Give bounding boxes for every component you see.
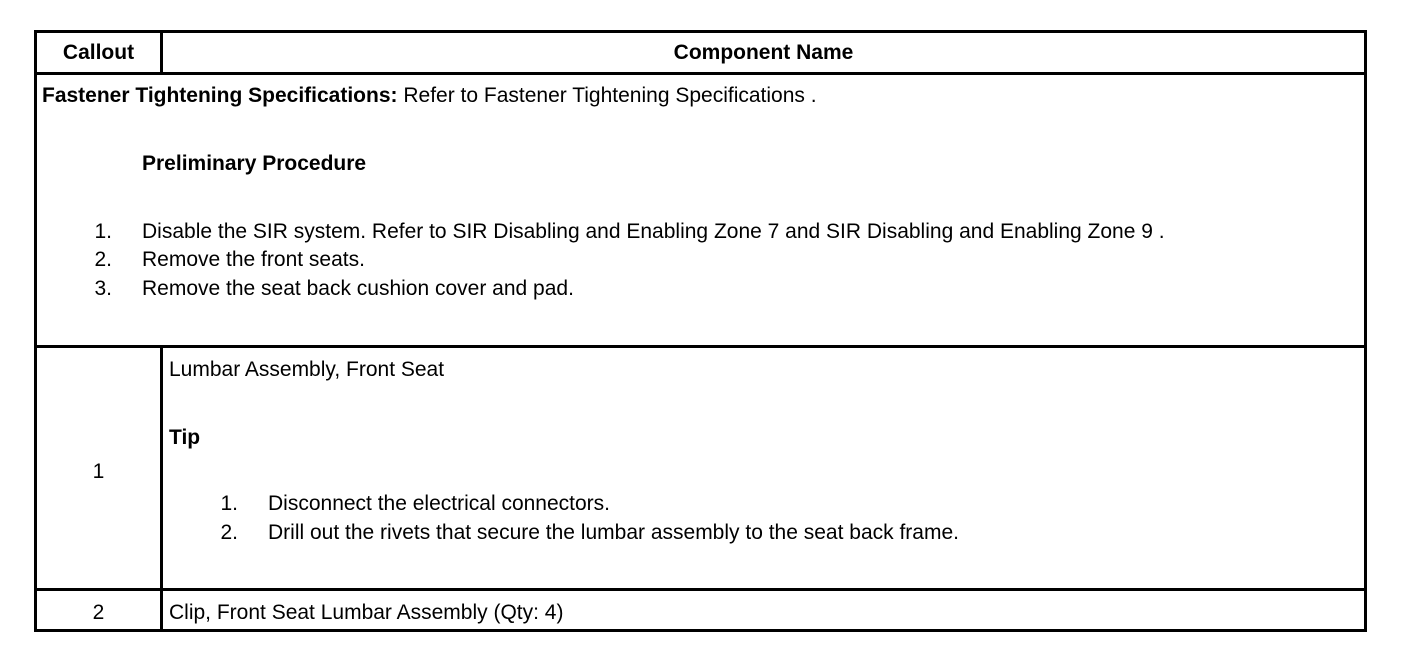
- fastener-spec-label: Fastener Tightening Specifications:: [42, 84, 398, 107]
- step-number: 3.: [94, 277, 112, 300]
- preliminary-divider: [37, 345, 1364, 348]
- tip-step-number: 2.: [220, 521, 238, 544]
- fastener-spec-line: [42, 84, 817, 108]
- tip-step-text: Drill out the rivets that secure the lumbar assembly to the seat back frame.: [268, 521, 959, 544]
- step-text: Disable the SIR system. Refer to SIR Disabling and Enabling Zone 7 and SIR Disabling and Enabling Zone 9 .: [142, 220, 1165, 243]
- step-text: Remove the seat back cushion cover and pad.: [142, 277, 574, 300]
- components-table: [34, 30, 1367, 632]
- header-callout: Callout: [62, 41, 135, 64]
- callout-number: 1: [92, 460, 105, 483]
- row1-divider: [37, 588, 1364, 591]
- component-name: Lumbar Assembly, Front Seat: [169, 358, 445, 381]
- step-number: 2.: [94, 248, 112, 271]
- header-divider: [37, 72, 1364, 75]
- tip-step-number: 1.: [220, 492, 238, 515]
- preliminary-procedure-title: Preliminary Procedure: [142, 152, 367, 175]
- fastener-spec-text: Refer to Fastener Tightening Specifications .: [397, 84, 817, 107]
- body-column-divider: [160, 348, 163, 629]
- header-component-name: Component Name: [673, 41, 854, 64]
- tip-step-text: Disconnect the electrical connectors.: [268, 492, 610, 515]
- step-text: Remove the front seats.: [142, 248, 365, 271]
- tip-title: Tip: [169, 426, 201, 449]
- step-number: 1.: [94, 220, 112, 243]
- callout-number: 2: [92, 601, 105, 624]
- component-name: Clip, Front Seat Lumbar Assembly (Qty: 4): [169, 601, 564, 624]
